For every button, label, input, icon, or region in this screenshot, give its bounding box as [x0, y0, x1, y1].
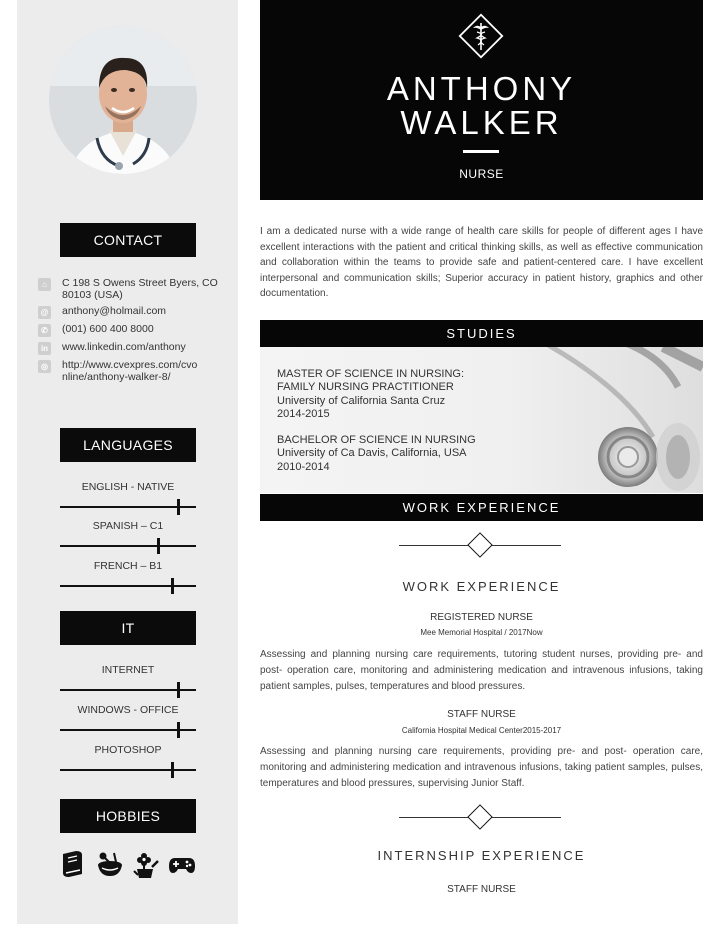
skill-label: FRENCH – B1: [93, 560, 163, 572]
address-line: C 198 S Owens Street Byers, CO: [62, 277, 218, 289]
study-years: 2010-2014: [277, 460, 330, 473]
job-description: Assessing and planning nursing care requirements, tutoring student nurses, providing pre- and post- operation care, monitoring and administering medication and intravenous infusions, taking patient samples, pulses, temperatures and blood pressures.: [260, 649, 703, 692]
skill-bar: [60, 578, 196, 594]
website-line: nline/anthony-walker-8/: [62, 371, 171, 383]
study-years: 2014-2015: [277, 407, 330, 420]
job-place: California Hospital Medical Center2015-2017: [401, 726, 562, 735]
language-skill: [60, 481, 196, 515]
linkedin-icon: in: [38, 342, 51, 355]
contact-email: [38, 305, 233, 319]
cooking-icon: [96, 849, 124, 879]
contact-list: [38, 277, 233, 387]
skill-label: WINDOWS - OFFICE: [77, 704, 179, 716]
skill-marker: [177, 682, 180, 698]
linkedin-text[interactable]: www.linkedin.com/anthony: [62, 341, 186, 353]
work-section-title: WORK EXPERIENCE: [402, 579, 561, 594]
job-role: NURSE: [459, 167, 504, 181]
studies-panel: [260, 347, 703, 493]
skill-marker: [157, 538, 160, 554]
contact-phone: [38, 323, 233, 337]
job-place: Mee Memorial Hospital / 2017Now: [420, 628, 543, 637]
skill-bar: [60, 538, 196, 554]
it-skill: [60, 744, 196, 778]
email-icon: @: [38, 306, 51, 319]
studies-heading: STUDIES: [260, 320, 703, 347]
school-name: University of Ca Davis, California, USA: [277, 447, 467, 460]
job-title: STAFF NURSE: [447, 709, 516, 720]
phone-icon: ✆: [38, 324, 51, 337]
book-icon: [60, 849, 88, 879]
contact-linkedin: [38, 341, 233, 355]
job-description: Assessing and planning nursing care requirements, providing pre- and post- operation care, monitoring and administering medication and intravenous infusions, taking patient samples, pulses, temperatures and blood pressures, supervising Junior Staff.: [260, 746, 703, 789]
degree-title: FAMILY NURSING PRACTITIONER: [277, 381, 454, 394]
skill-marker: [177, 722, 180, 738]
stethoscope-image: [503, 347, 703, 493]
job-title: STAFF NURSE: [447, 884, 516, 895]
skill-label: ENGLISH - NATIVE: [81, 481, 175, 493]
first-name: ANTHONY: [386, 70, 577, 107]
address-line: 80103 (USA): [62, 289, 123, 301]
skill-marker: [171, 762, 174, 778]
caduceus-icon: [457, 12, 505, 60]
contact-address: [38, 277, 233, 301]
gamepad-icon: [168, 849, 196, 879]
study-entry: [277, 368, 464, 421]
study-entry: [277, 434, 476, 474]
internship-section-title: INTERNSHIP EXPERIENCE: [377, 848, 586, 863]
it-heading: IT: [60, 611, 196, 645]
website-line: http://www.cvexpres.com/cvo: [62, 359, 198, 371]
website-text[interactable]: [62, 359, 197, 383]
contact-website: [38, 359, 233, 383]
last-name: WALKER: [400, 104, 563, 141]
skill-label: INTERNET: [101, 664, 155, 676]
section-divider: [399, 805, 561, 831]
job-title: REGISTERED NURSE: [430, 612, 533, 623]
web-icon: ◎: [38, 360, 51, 373]
language-skill: [60, 560, 196, 594]
resume-header: [260, 0, 703, 200]
email-text[interactable]: anthony@holmail.com: [62, 305, 167, 317]
skill-bar: [60, 499, 196, 515]
skill-label: PHOTOSHOP: [94, 744, 162, 756]
it-skill: [60, 704, 196, 738]
skill-label: SPANISH – C1: [92, 520, 164, 532]
section-divider: [399, 533, 561, 559]
home-icon: ⌂: [38, 278, 51, 291]
language-skill: [60, 520, 196, 554]
degree-title: BACHELOR OF SCIENCE IN NURSING: [277, 434, 476, 446]
skill-marker: [171, 578, 174, 594]
contact-heading: CONTACT: [60, 223, 196, 257]
it-skill: [60, 664, 196, 698]
hobbies-heading: HOBBIES: [60, 799, 196, 833]
work-heading: WORK EXPERIENCE: [260, 494, 703, 521]
skill-bar: [60, 762, 196, 778]
languages-heading: LANGUAGES: [60, 428, 196, 462]
gardening-icon: [132, 849, 160, 879]
title-rule: [463, 150, 499, 153]
sidebar: [17, 0, 238, 924]
profile-photo: [49, 26, 197, 174]
skill-bar: [60, 722, 196, 738]
skill-marker: [177, 499, 180, 515]
school-name: University of California Santa Cruz: [277, 394, 446, 407]
skill-bar: [60, 682, 196, 698]
phone-text: (001) 600 400 8000: [62, 323, 154, 335]
profile-summary: I am a dedicated nurse with a wide range of health care skills for people of different ages I have excellent interactions with the patient and critical thinking skills, as well as effective communication and collaboration within the teams to provide safe and patient-centered care. I have excellent interpersonal and communication skills; Superior accuracy in patient history, graphics and other documentation.: [260, 226, 703, 299]
hobbies-icons: [60, 849, 196, 879]
degree-title: MASTER OF SCIENCE IN NURSING:: [277, 368, 465, 380]
